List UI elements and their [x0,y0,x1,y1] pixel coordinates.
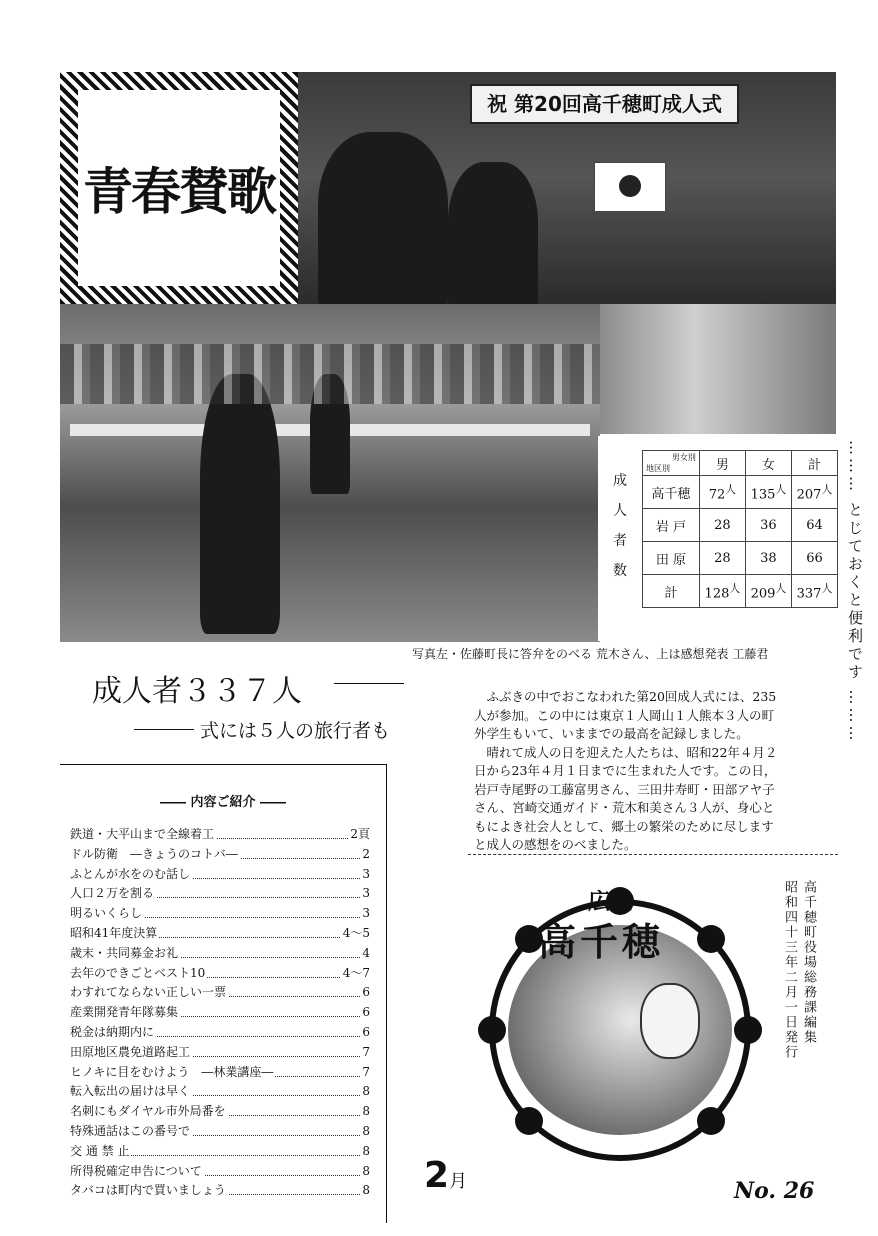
contents-item-page: 6 [360,983,370,1003]
emblem-title: 高千穂 [538,920,665,964]
contents-item-page: 4～7 [341,964,370,984]
stats-cell: 64 [791,509,837,542]
contents-item-page: 6 [360,1003,370,1023]
article-paragraph: ふぶきの中でおこなわれた第20回成人式には、235人が参加。この中には東京１人岡山１人熊本３人の町外学生もいて、いままでの最高を記録しました。 [474,689,777,741]
photo-figure [448,162,538,304]
stats-area: 田 原 [643,542,700,575]
contents-item [70,884,370,904]
flag-sun [619,175,641,197]
contents-item [70,1122,370,1142]
contents-item-title: 産業開発青年隊募集 [70,1005,179,1020]
okame-mask [640,983,700,1059]
unit-mark: 人 [729,581,741,595]
contents-item-page: 7 [360,1063,370,1083]
month-unit: 月 [449,1171,468,1192]
publisher-editor: 高千穂町役場総務課編集 [801,880,816,1045]
stats-label-char: 者 [613,533,627,549]
stats-row [643,476,838,509]
stats-cell: 28 [699,509,745,542]
contents-item-title: 昭和41年度決算 [70,925,158,940]
unit-mark: 人 [821,482,833,496]
contents-item-title: 明るいくらし [70,906,143,921]
contents-item-page: 6 [360,1023,370,1043]
stats-area: 計 [643,575,700,608]
contents-item-page: 2頁 [348,825,370,845]
stats-table [642,450,838,608]
contents-item [70,1063,370,1083]
headline: 成人者３３７人 [92,674,302,709]
article-paragraph: 晴れて成人の日を迎えた人たちは、昭和22年４月２日から23年４月１日までに生まれた人です。この日，岩戸寺尾野の工藤富男さん、三田井寿町・田部アヤ子さん、宮崎交通ガイド・荒木和美さん３人が、身心ともによき社会人として、郷土の繁栄のために尽しますと成人の感想をのべました。 [474,744,778,852]
contents-item-title: 税金は納期内に [70,1024,155,1039]
contents-item [70,1082,370,1102]
contents-item [70,904,370,924]
unit-mark: 人 [775,581,787,595]
masthead-frame [60,72,298,304]
contents-item-page: 4～5 [341,924,370,944]
contents-item-title: ふとんが水をのむ話し [70,866,191,881]
adult-count-table [598,436,838,641]
stats-cell: $72^人$ [699,476,745,509]
contents-item [70,1181,370,1201]
contents-item-page: 2 [360,845,370,865]
stats-header: 男 [699,451,745,476]
contents-item-title: 鉄道・大平山まで全線着工 [70,827,215,841]
subheadline-rule [134,729,194,730]
contents-item-page: 3 [360,904,370,924]
stats-label-char: 成 [613,473,627,489]
stats-row [643,575,838,608]
contents-item-title: 転入転出の届けは早く [70,1084,191,1099]
contents-item [70,964,370,984]
masthead-title: 青春賛歌 [83,163,275,221]
contents-item-title: 歳末・共同募金お礼 [70,945,179,960]
stats-row [643,509,838,542]
contents-item [70,983,370,1003]
stats-area: 高千穂 [643,476,700,509]
contents-item-page: 7 [360,1043,370,1063]
contents-item [70,1142,370,1162]
stats-label [610,466,630,586]
article-body [474,688,784,855]
contents-item [70,1023,370,1043]
unit-mark: 人 [775,482,787,496]
stats-cell: 28 [699,542,745,575]
subheadline: 式には５人の旅行者も [200,720,391,742]
kimono-photo [600,304,836,434]
contents-item-title: 田原地区農免道路起工 [70,1044,191,1059]
contents-title: ―― 内容ご紹介 ―― [159,795,287,810]
photo-figure [318,132,448,304]
contents-item [70,924,370,944]
flag [594,162,666,212]
stats-header: 女 [745,451,791,476]
month-number: 2 [424,1155,450,1196]
stats-header: 計 [791,451,837,476]
contents-item-title: ヒノキに目をむけよう ―林業講座― [70,1064,274,1079]
contents-item-title: わすれてならない正しい一票 [70,985,227,1000]
binding-note: ……… とじておくと便利です ……… [846,440,864,744]
issue-number: No. 26 [734,1178,815,1204]
stats-cell: $128^人$ [699,575,745,608]
stats-row [643,542,838,575]
contents-item-title: ドル防衛 ―きょうのコトバ― [70,846,238,861]
stats-cell: 38 [745,542,791,575]
contents-item-page: 8 [360,1181,370,1201]
contents-item [70,1102,370,1122]
contents-item [70,845,370,865]
contents-item [70,865,370,885]
contents-item-page: 4 [360,944,370,964]
stats-cell: $207^人$ [791,476,837,509]
issue-month [424,1155,467,1196]
masthead-inner [78,90,280,286]
contents-item-title: 人口２万を割る [70,886,155,901]
contents-item [70,1162,370,1182]
contents-item-title: 名刺にもダイヤル市外局番を [70,1104,226,1119]
stats-cell: $135^人$ [745,476,791,509]
stats-corner [643,451,700,476]
contents-item-title: 特殊通話はこの番号で [70,1123,191,1138]
ceremony-banner: 祝 第20回高千穂町成人式 [470,84,739,124]
contents-item-title: 所得税確定申告について [70,1163,202,1178]
contents-item-title: タバコは町内で買いましょう [70,1183,226,1198]
contents-item-title: 交 通 禁 止 [70,1143,130,1158]
photo-speaker [200,374,280,634]
contents-item [70,825,370,845]
contents-item-page: 8 [360,1142,370,1162]
contents-item-title: 去年のできごとベスト10 [70,965,206,980]
contents-item-page: 8 [360,1082,370,1102]
kouhou-emblem [470,865,770,1165]
contents-item [70,1043,370,1063]
contents-item-page: 8 [360,1122,370,1142]
contents-item-page: 8 [360,1162,370,1182]
photo-caption: 写真左・佐藤町長に答弁をのべる 荒木さん、上は感想発表 工藤君 [412,647,769,661]
stats-corner-top: 男女別 [671,453,696,462]
stats-area: 岩 戸 [643,509,700,542]
stats-corner-bottom: 地区別 [646,464,670,473]
contents-item-page: 3 [360,884,370,904]
emblem-subtitle: 広報 [588,890,633,915]
stats-header-row [643,451,838,476]
stats-cell: $209^人$ [745,575,791,608]
table-of-contents [60,764,387,1223]
stats-label-char: 数 [613,563,627,579]
publisher-info [780,880,818,1130]
contents-item [70,944,370,964]
audience-rows [60,344,600,404]
stats-cell: 36 [745,509,791,542]
publisher-date: 昭和四十三年二月一日発行 [782,880,797,1060]
headline-rule [334,683,404,684]
contents-list [70,825,370,1201]
contents-item [70,1003,370,1023]
article-divider [468,854,838,855]
contents-item-page: 3 [360,865,370,885]
audience-photo [60,304,600,642]
stats-label-char: 人 [613,503,627,519]
unit-mark: 人 [821,581,833,595]
stats-cell: 66 [791,542,837,575]
stats-cell: $337^人$ [791,575,837,608]
unit-mark: 人 [725,482,737,496]
contents-item-page: 8 [360,1102,370,1122]
